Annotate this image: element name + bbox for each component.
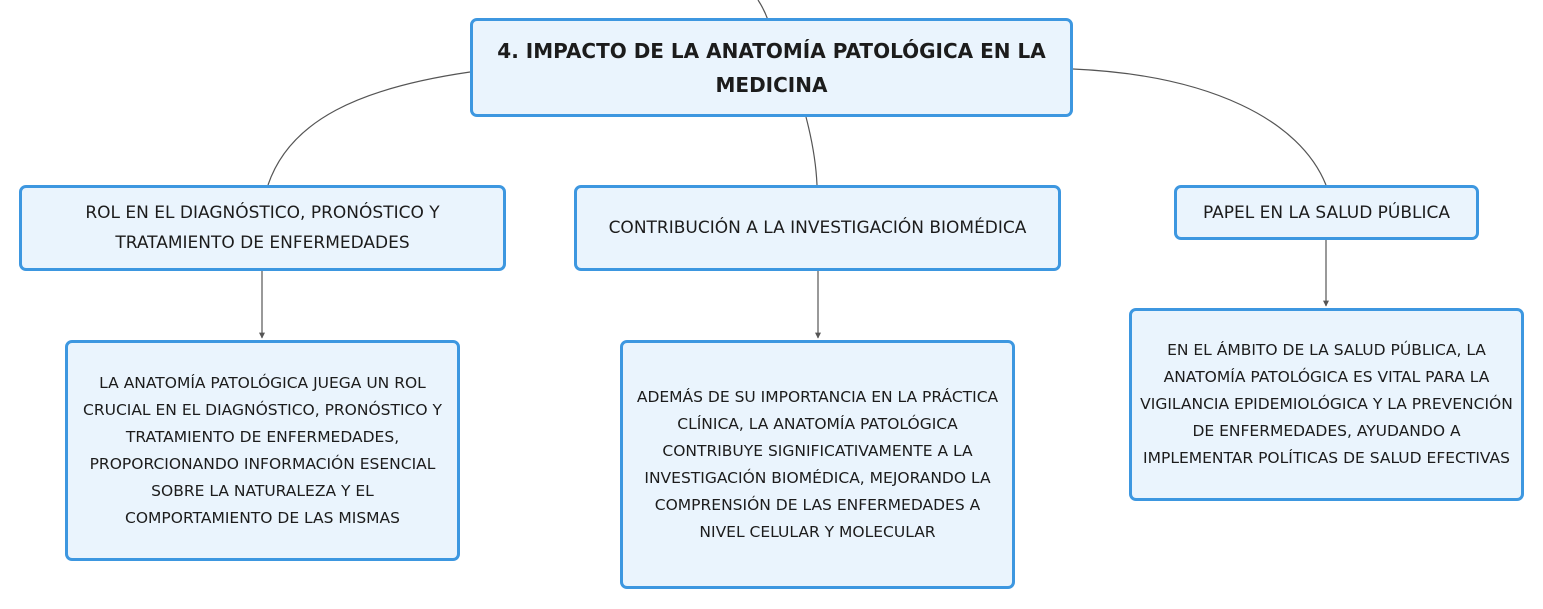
connector-parent-to-root bbox=[758, 0, 768, 20]
branch-topic-diagnosis[interactable] bbox=[19, 185, 506, 271]
detail-topic-public-health[interactable] bbox=[1129, 308, 1524, 501]
branch-topic-label: CONTRIBUCIÓN A LA INVESTIGACIÓN BIOMÉDICA bbox=[608, 218, 1027, 238]
connector-root-to-branch-3 bbox=[1073, 69, 1326, 185]
branch-topic-label: ROL EN EL DIAGNÓSTICO, PRONÓSTICO Y TRATAMIENTO DE ENFERMEDADES bbox=[85, 203, 440, 253]
detail-topic-text: ADEMÁS DE SU IMPORTANCIA EN LA PRÁCTICA CLÍNICA, LA ANATOMÍA PATOLÓGICA CONTRIBUYE SIGNIFICATIVAMENTE A LA INVESTIGACIÓN BIOMÉDICA, MEJORANDO LA COMPRENSIÓN DE LAS ENFERMEDADES A NIVEL CELULAR Y MOLECULAR bbox=[636, 387, 999, 541]
connector-root-to-branch-1 bbox=[268, 72, 470, 185]
branch-topic-label: PAPEL EN LA SALUD PÚBLICA bbox=[1202, 202, 1451, 223]
detail-topic-diagnosis[interactable] bbox=[65, 340, 460, 561]
detail-topic-research[interactable] bbox=[620, 340, 1015, 589]
branch-topic-research[interactable] bbox=[574, 185, 1061, 271]
branch-topic-public-health[interactable] bbox=[1174, 185, 1479, 240]
root-topic-label: 4. IMPACTO DE LA ANATOMÍA PATOLÓGICA EN LA MEDICINA bbox=[497, 38, 1046, 97]
root-topic[interactable] bbox=[470, 18, 1073, 117]
connector-root-to-branch-2 bbox=[806, 117, 817, 185]
detail-topic-text: LA ANATOMÍA PATOLÓGICA JUEGA UN ROL CRUCIAL EN EL DIAGNÓSTICO, PRONÓSTICO Y TRATAMIENTO DE ENFERMEDADES, PROPORCIONANDO INFORMACIÓN ESENCIAL SOBRE LA NATURALEZA Y EL COMPORTAMIENTO DE LAS MISMAS bbox=[83, 373, 442, 527]
detail-topic-text: EN EL ÁMBITO DE LA SALUD PÚBLICA, LA ANATOMÍA PATOLÓGICA ES VITAL PARA LA VIGILANCIA EPIDEMIOLÓGICA Y LA PREVENCIÓN DE ENFERMEDADES, AYUDANDO A IMPLEMENTAR POLÍTICAS DE SALUD EFECTIVAS bbox=[1140, 341, 1513, 467]
